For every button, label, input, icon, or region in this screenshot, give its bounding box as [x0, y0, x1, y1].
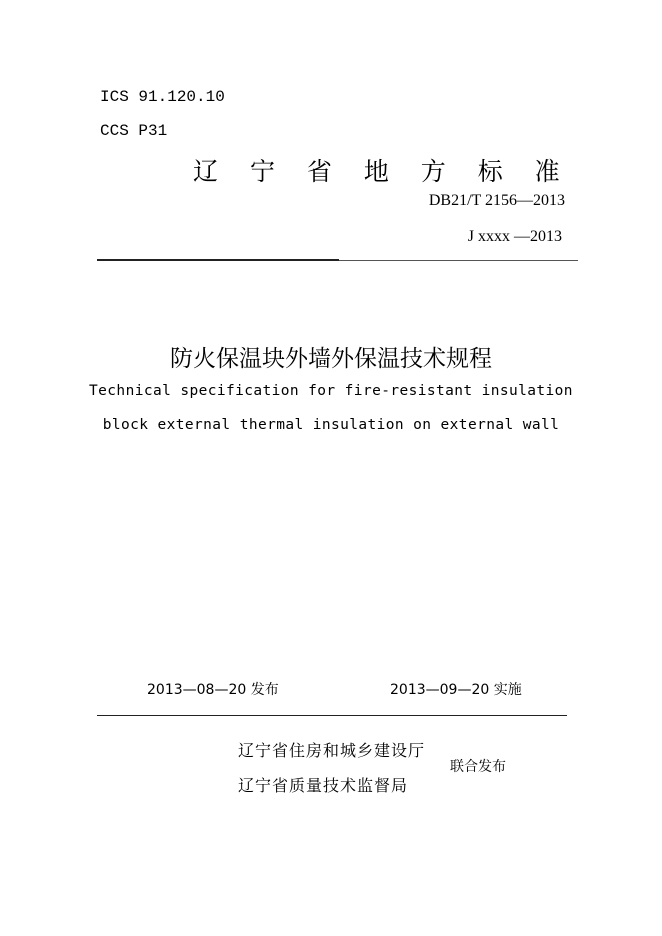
footer-divider	[97, 715, 567, 716]
ics-code: ICS 91.120.10	[100, 88, 225, 106]
document-title-english-line2: block external thermal insulation on external wall	[102, 417, 560, 433]
standard-number: DB21/T 2156—2013	[428, 192, 565, 209]
issuer-quality-bureau: 辽宁省质量技术监督局	[238, 776, 409, 795]
issue-date: 2013—08—20 发布	[147, 682, 279, 698]
ccs-code: CCS P31	[100, 122, 168, 140]
implementation-date: 2013—09—20 实施	[390, 682, 522, 698]
joint-issue-label: 联合发布	[450, 759, 506, 775]
record-number: J xxxx —2013	[467, 228, 562, 245]
header-divider-accent	[97, 259, 339, 261]
issuer-housing-department: 辽宁省住房和城乡建设厅	[238, 741, 426, 760]
standard-type-heading: 辽 宁 省 地 方 标 准	[193, 157, 572, 186]
document-title-chinese: 防火保温块外墙外保温技术规程	[170, 346, 492, 372]
document-title-english-line1: Technical specification for fire-resistant insulation	[89, 383, 573, 399]
